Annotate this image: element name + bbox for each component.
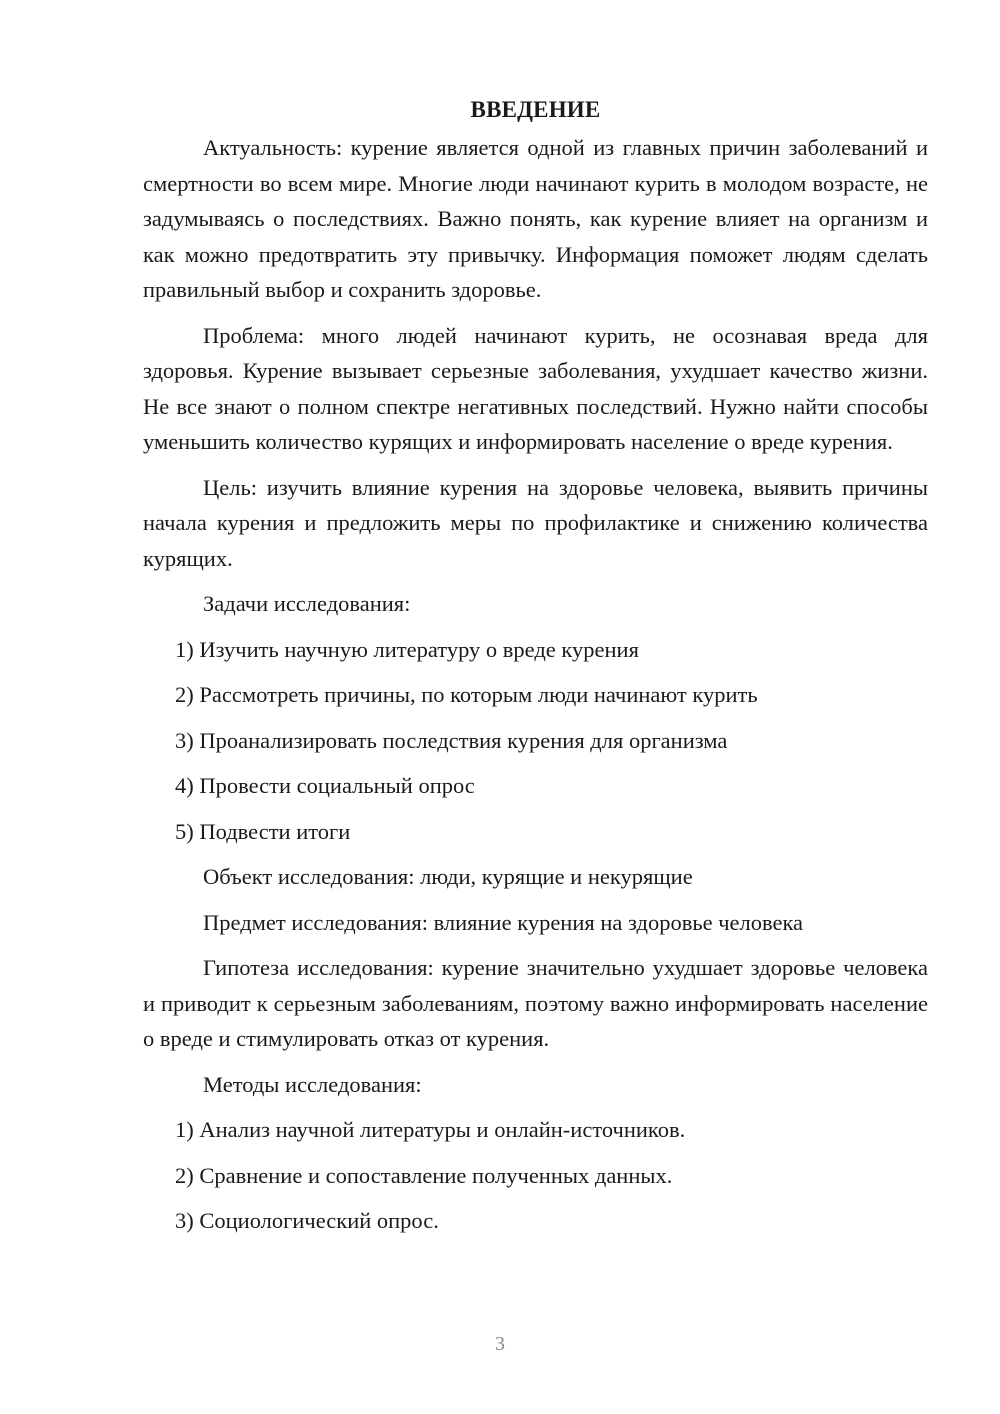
list-item: 3) Социологический опрос. xyxy=(175,1208,439,1233)
list-item: 2) Сравнение и сопоставление полученных данных. xyxy=(175,1162,673,1188)
document-page xyxy=(143,90,928,1249)
list-item: 1) Изучить научную литературу о вреде курения xyxy=(175,636,639,662)
problem-paragraph: Проблема: много людей начинают курить, не осознавая вреда для здоровья. Курение вызывает серьезные заболевания, ухудшает качество жизни. Не все знают о полном спектре негативных последствий. Нужно найти способы уменьшить количество курящих и информировать население о вреде курения. xyxy=(143,322,928,454)
goal-paragraph: Цель: изучить влияние курения на здоровье человека, выявить причины начала курения и предложить меры по профилактике и снижению количества курящих. xyxy=(143,474,928,571)
list-item: 4) Провести социальный опрос xyxy=(175,773,475,798)
tasks-list xyxy=(143,632,928,850)
list-item: 5) Подвести итоги xyxy=(175,818,351,844)
page-number: 3 xyxy=(495,1333,505,1355)
list-item: 3) Проанализировать последствия курения для организма xyxy=(175,727,728,753)
hypothesis-paragraph: Гипотеза исследования: курение значительно ухудшает здоровье человека и приводит к серьезным заболеваниям, поэтому важно информировать население о вреде и стимулировать отказ от курения. xyxy=(143,955,928,1051)
tasks-heading: Задачи исследования: xyxy=(203,591,411,616)
list-item: 1) Анализ научной литературы и онлайн-источников. xyxy=(175,1117,686,1142)
list-item: 2) Рассмотреть причины, по которым люди начинают курить xyxy=(175,682,758,707)
subject-line: Предмет исследования: влияние курения на здоровье человека xyxy=(203,909,804,935)
methods-list xyxy=(143,1112,928,1239)
page-title: ВВЕДЕНИЕ xyxy=(470,97,601,122)
relevance-paragraph: Актуальность: курение является одной из главных причин заболеваний и смертности во всем мире. Многие люди начинают курить в молодом возрасте, не задумываясь о последствиях. Важно понять, как курение влияет на организм и как можно предотвратить эту привычку. Информация поможет людям сделать правильный выбор и сохранить здоровье. xyxy=(143,135,928,302)
object-line: Объект исследования: люди, курящие и некурящие xyxy=(203,864,693,889)
methods-heading: Методы исследования: xyxy=(203,1071,422,1097)
